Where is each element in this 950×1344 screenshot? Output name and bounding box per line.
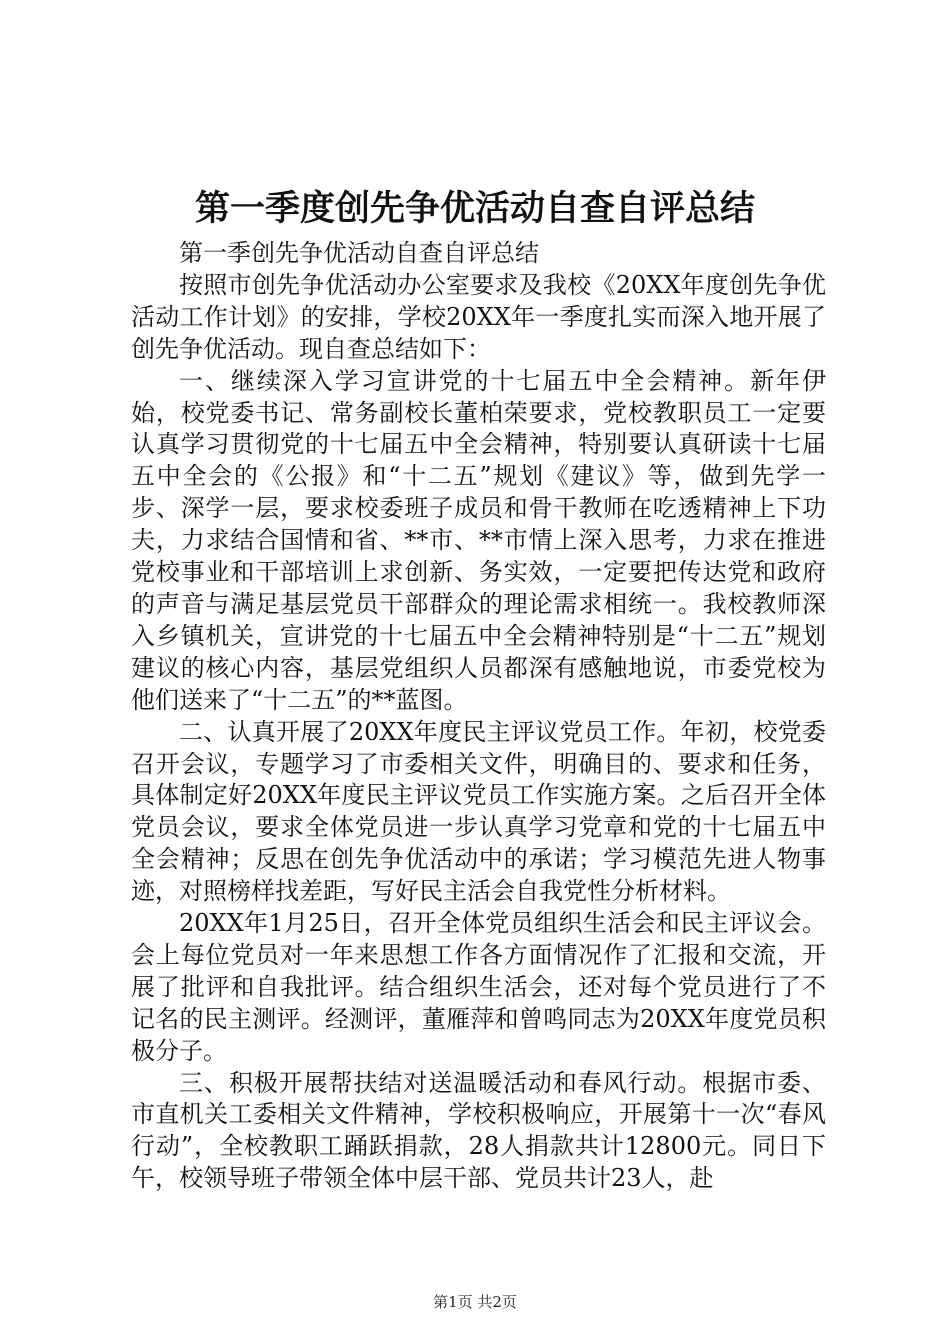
document-body: [131, 238, 826, 1195]
paragraph-intro: 按照市创先争优活动办公室要求及我校《20XX年度创先争优活动工作计划》的安排，学校20XX年一季度扎实而深入地开展了创先争优活动。现自查总结如下：: [131, 270, 826, 363]
paragraph-meeting: 20XX年1月25日，召开全体党员组织生活会和民主评议会。会上每位党员对一年来思想工作各方面情况作了汇报和交流，开展了批评和自我批评。结合组织生活会，还对每个党员进行了不记名的民主测评。经测评，董雁萍和曾鸣同志为20XX年度党员积极分子。: [131, 909, 826, 1065]
paragraph-subtitle: 第一季创先争优活动自查自评总结: [179, 239, 539, 267]
page-number-footer: 第1页 共2页: [433, 1293, 517, 1311]
paragraph-section-2: 二、认真开展了20XX年度民主评议党员工作。年初，校党委召开会议，专题学习了市委相关文件，明确目的、要求和任务，具体制定好20XX年度民主评议党员工作实施方案。之后召开全体党员会议，要求全体党员进一步认真学习党章和党的十七届五中全会精神；反思在创先争优活动中的承诺；学习模范先进人物事迹，对照榜样找差距，写好民主活会自我党性分析材料。: [131, 717, 826, 906]
document-title: 第一季度创先争优活动自查自评总结: [194, 188, 755, 229]
paragraph-section-1: 一、继续深入学习宣讲党的十七届五中全会精神。新年伊始，校党委书记、常务副校长董柏荣要求，党校教职员工一定要认真学习贯彻党的十七届五中全会精神，特别要认真研读十七届五中全会的《公报》和“十二五”规划《建议》等，做到先学一步、深学一层，要求校委班子成员和骨干教师在吃透精神上下功夫，力求结合国情和省、**市、**市情上深入思考，力求在推进党校事业和干部培训上求创新、务实效，一定要把传达党和政府的声音与满足基层党员干部群众的理论需求相统一。我校教师深入乡镇机关，宣讲党的十七届五中全会精神特别是“十二五”规划建议的核心内容，基层党组织人员都深有感触地说，市委党校为他们送来了“十二五”的**蓝图。: [131, 366, 826, 714]
paragraph-section-3: 三、积极开展帮扶结对送温暖活动和春风行动。根据市委、市直机关工委相关文件精神，学校积极响应，开展第十一次“春风行动”，全校教职工踊跃捐款，28人捐款共计12800元。同日下午，校领导班子带领全体中层干部、党员共计23人，赴: [131, 1068, 826, 1193]
